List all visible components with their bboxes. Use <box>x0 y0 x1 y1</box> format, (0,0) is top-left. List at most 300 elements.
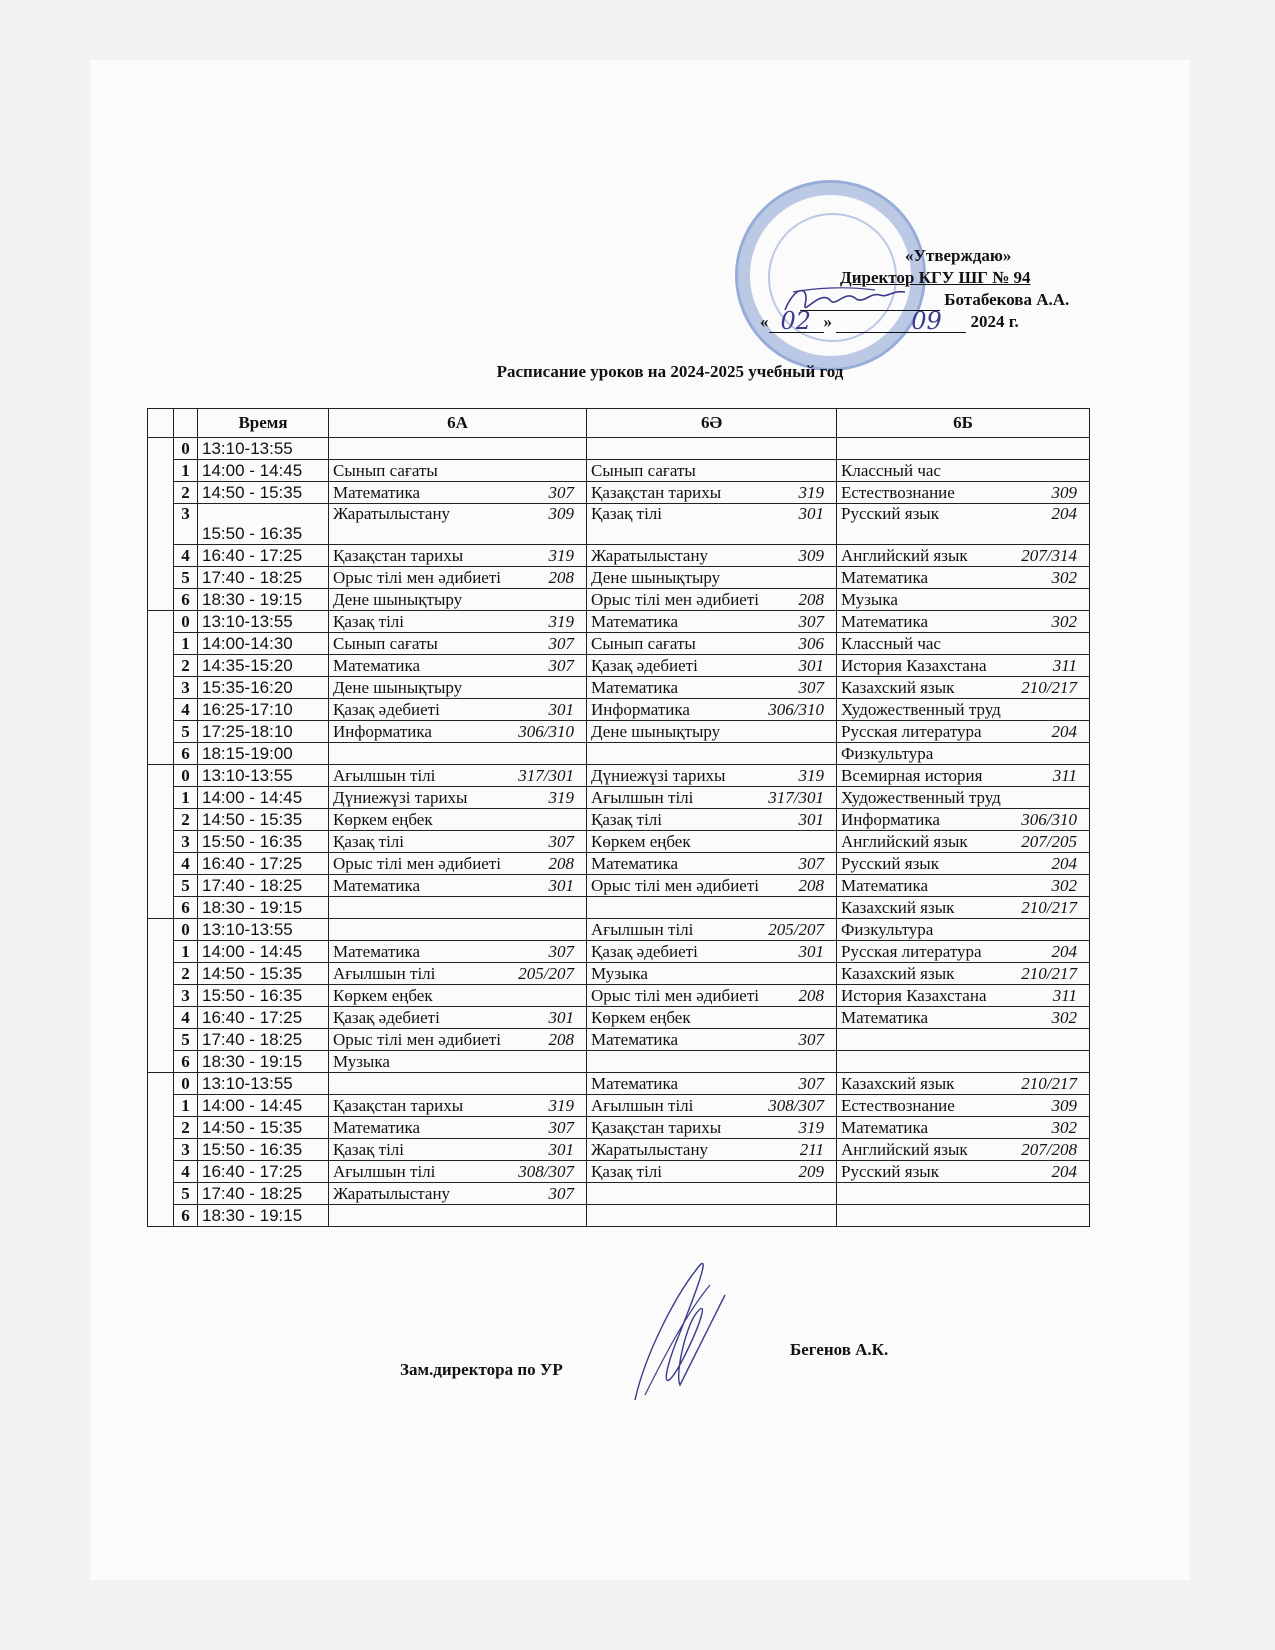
lesson-cell-6ae <box>587 831 837 853</box>
subject-name: Қазақстан тарихы <box>591 1117 722 1137</box>
subject-name: Русский язык <box>841 1161 939 1181</box>
lesson-cell-6ae <box>587 633 837 655</box>
subject-name: Математика <box>333 1117 421 1137</box>
lesson-cell-6a <box>329 941 587 963</box>
room-number: 309 <box>548 504 574 523</box>
room-number: 307 <box>798 1073 824 1093</box>
lesson-cell-6a <box>329 721 587 743</box>
room-number: 207/314 <box>1021 545 1077 565</box>
subject-name: Дене шынықтыру <box>333 677 463 697</box>
lesson-time: 18:30 - 19:15 <box>198 589 329 611</box>
lesson-number: 0 <box>174 438 198 460</box>
lesson-time: 17:40 - 18:25 <box>198 875 329 897</box>
lesson-time: 14:50 - 15:35 <box>198 809 329 831</box>
table-row <box>148 438 1090 460</box>
subject-name: Ағылшын тілі <box>591 1095 694 1115</box>
lesson-time: 15:50 - 16:35 <box>198 985 329 1007</box>
subject-name: Орыс тілі мен әдибиеті <box>591 985 759 1005</box>
table-row <box>148 919 1090 941</box>
day-label-cell <box>148 765 174 919</box>
subject-name: Орыс тілі мен әдибиеті <box>591 875 759 895</box>
lesson-cell-6a <box>329 787 587 809</box>
subject-name: Английский язык <box>841 545 968 565</box>
subject-name: Английский язык <box>841 1139 968 1159</box>
table-row <box>148 743 1090 765</box>
lesson-cell-6a <box>329 963 587 985</box>
lesson-cell-6ae <box>587 1095 837 1117</box>
lesson-time: 17:40 - 18:25 <box>198 1183 329 1205</box>
lesson-cell-6b <box>837 1073 1090 1095</box>
lesson-time: 16:25-17:10 <box>198 699 329 721</box>
lesson-cell-6a <box>329 853 587 875</box>
lesson-cell-6ae <box>587 460 837 482</box>
subject-name: Математика <box>333 941 421 961</box>
table-row <box>148 589 1090 611</box>
date-quote-open: « <box>760 312 769 331</box>
lesson-cell-6a <box>329 919 587 941</box>
room-number: 301 <box>798 655 824 675</box>
date-year: 2024 г. <box>970 312 1019 331</box>
subject-name: Ағылшын тілі <box>591 919 694 939</box>
room-number: 301 <box>548 1139 574 1159</box>
day-label-cell <box>148 611 174 765</box>
subject-name: Орыс тілі мен әдибиеті <box>333 567 501 587</box>
lesson-cell-6a <box>329 831 587 853</box>
lesson-cell-6a <box>329 545 587 567</box>
lesson-cell-6ae <box>587 655 837 677</box>
lesson-time: 18:30 - 19:15 <box>198 897 329 919</box>
room-number: 311 <box>1052 765 1077 785</box>
lesson-cell-6b <box>837 721 1090 743</box>
subject-name: Қазақ әдебиеті <box>591 655 698 675</box>
lesson-cell-6b <box>837 699 1090 721</box>
room-number: 301 <box>798 504 824 523</box>
subject-name: Ағылшын тілі <box>591 787 694 807</box>
subject-name: Дене шынықтыру <box>333 589 463 609</box>
room-number: 208 <box>798 875 824 895</box>
table-row <box>148 1007 1090 1029</box>
table-row <box>148 853 1090 875</box>
room-number: 302 <box>1051 875 1077 895</box>
room-number: 205/207 <box>518 963 574 983</box>
subject-name: Сынып сағаты <box>591 460 696 480</box>
lesson-cell-6a <box>329 677 587 699</box>
lesson-cell-6b <box>837 787 1090 809</box>
subject-name: Классный час <box>841 460 941 480</box>
room-number: 308/307 <box>518 1161 574 1181</box>
subject-name: Всемирная история <box>841 765 983 785</box>
subject-name: Математика <box>333 482 421 502</box>
room-number: 319 <box>548 611 574 631</box>
deputy-name: Бегенов А.К. <box>790 1340 889 1359</box>
subject-name: Көркем еңбек <box>591 1007 691 1027</box>
lesson-time: 18:30 - 19:15 <box>198 1205 329 1227</box>
subject-name: Русская литература <box>841 941 982 961</box>
lesson-time: 13:10-13:55 <box>198 611 329 633</box>
lesson-cell-6ae <box>587 1161 837 1183</box>
subject-name: Математика <box>841 1117 929 1137</box>
subject-name: Қазақ тілі <box>591 1161 663 1181</box>
lesson-cell-6a <box>329 875 587 897</box>
subject-name: Математика <box>841 611 929 631</box>
lesson-number: 0 <box>174 919 198 941</box>
lesson-cell-6a <box>329 897 587 919</box>
lesson-number: 5 <box>174 567 198 589</box>
table-row <box>148 721 1090 743</box>
subject-name: Қазақ әдебиеті <box>333 699 440 719</box>
table-row <box>148 787 1090 809</box>
subject-name: Қазақ тілі <box>333 611 405 631</box>
lesson-cell-6ae <box>587 787 837 809</box>
deputy-role: Зам.директора по УР <box>400 1360 563 1379</box>
table-row <box>148 1205 1090 1227</box>
subject-name: Музыка <box>841 589 898 609</box>
lesson-cell-6b <box>837 1117 1090 1139</box>
subject-name: Математика <box>333 875 421 895</box>
lesson-number: 0 <box>174 1073 198 1095</box>
lesson-cell-6a <box>329 460 587 482</box>
subject-name: Қазақстан тарихы <box>333 1095 464 1115</box>
subject-name: Математика <box>591 611 679 631</box>
lesson-cell-6b <box>837 633 1090 655</box>
subject-name: Қазақ тілі <box>591 809 663 829</box>
lesson-cell-6b <box>837 482 1090 504</box>
room-number: 302 <box>1051 1007 1077 1027</box>
lesson-cell-6a <box>329 1117 587 1139</box>
lesson-cell-6b <box>837 919 1090 941</box>
lesson-time: 13:10-13:55 <box>198 438 329 460</box>
director-position: Директор КГУ ШГ № 94 <box>840 268 1031 287</box>
lesson-cell-6b <box>837 545 1090 567</box>
lesson-number: 6 <box>174 897 198 919</box>
room-number: 319 <box>798 482 824 502</box>
table-row <box>148 1029 1090 1051</box>
lesson-cell-6a <box>329 633 587 655</box>
lesson-cell-6ae <box>587 897 837 919</box>
approve-label: «Утверждаю» <box>905 246 1012 265</box>
subject-name: Қазақ тілі <box>591 504 663 523</box>
table-row <box>148 1183 1090 1205</box>
lesson-number: 2 <box>174 809 198 831</box>
lesson-time: 15:35-16:20 <box>198 677 329 699</box>
lesson-cell-6a <box>329 699 587 721</box>
room-number: 210/217 <box>1021 897 1077 917</box>
lesson-cell-6b <box>837 567 1090 589</box>
room-number: 208 <box>548 853 574 873</box>
room-number: 307 <box>548 633 574 653</box>
lesson-time: 13:10-13:55 <box>198 765 329 787</box>
room-number: 204 <box>1051 941 1077 961</box>
lesson-number: 5 <box>174 1029 198 1051</box>
room-number: 207/205 <box>1021 831 1077 851</box>
subject-name: Жаратылыстану <box>591 1139 709 1159</box>
subject-name: Сынып сағаты <box>333 460 438 480</box>
table-row <box>148 1051 1090 1073</box>
subject-name: Математика <box>841 875 929 895</box>
lesson-cell-6a <box>329 1139 587 1161</box>
subject-name: Жаратылыстану <box>591 545 709 565</box>
lesson-cell-6ae <box>587 1183 837 1205</box>
subject-name: Дене шынықтыру <box>591 567 721 587</box>
lesson-cell-6b <box>837 809 1090 831</box>
room-number: 307 <box>548 1183 574 1203</box>
subject-name: Көркем еңбек <box>591 831 691 851</box>
lesson-cell-6a <box>329 1029 587 1051</box>
lesson-cell-6ae <box>587 963 837 985</box>
date-month: 09 <box>911 307 942 335</box>
lesson-number: 6 <box>174 743 198 765</box>
lesson-cell-6b <box>837 1205 1090 1227</box>
lesson-time: 14:00 - 14:45 <box>198 1095 329 1117</box>
lesson-cell-6a <box>329 1205 587 1227</box>
room-number: 307 <box>548 831 574 851</box>
table-row <box>148 1117 1090 1139</box>
subject-name: Жаратылыстану <box>333 504 451 523</box>
subject-name: Қазақ әдебиеті <box>591 941 698 961</box>
lesson-time: 14:50 - 15:35 <box>198 482 329 504</box>
lesson-cell-6ae <box>587 545 837 567</box>
lesson-cell-6b <box>837 655 1090 677</box>
room-number: 311 <box>1052 655 1077 675</box>
lesson-cell-6ae <box>587 699 837 721</box>
lesson-cell-6a <box>329 1161 587 1183</box>
lesson-cell-6b <box>837 985 1090 1007</box>
director-name: Ботабекова А.А. <box>944 290 1070 309</box>
room-number: 205/207 <box>768 919 824 939</box>
lesson-cell-6ae <box>587 438 837 460</box>
subject-name: Информатика <box>333 721 432 741</box>
subject-name: Русский язык <box>841 504 939 523</box>
lesson-cell-6a <box>329 611 587 633</box>
lesson-number: 3 <box>174 504 198 545</box>
subject-name: Математика <box>591 853 679 873</box>
table-row <box>148 875 1090 897</box>
lesson-cell-6a <box>329 1095 587 1117</box>
table-row <box>148 504 1090 545</box>
lesson-cell-6ae <box>587 589 837 611</box>
lesson-cell-6ae <box>587 875 837 897</box>
lesson-time: 15:50 - 16:35 <box>198 1139 329 1161</box>
subject-name: История Казахстана <box>841 655 987 675</box>
subject-name: Русский язык <box>841 853 939 873</box>
lesson-cell-6a <box>329 482 587 504</box>
lesson-number: 1 <box>174 787 198 809</box>
lesson-number: 5 <box>174 875 198 897</box>
room-number: 204 <box>1051 504 1077 523</box>
lesson-number: 5 <box>174 1183 198 1205</box>
lesson-number: 2 <box>174 963 198 985</box>
room-number: 307 <box>548 655 574 675</box>
lesson-cell-6ae <box>587 1007 837 1029</box>
lesson-time: 14:00 - 14:45 <box>198 460 329 482</box>
lesson-cell-6b <box>837 677 1090 699</box>
table-row <box>148 963 1090 985</box>
room-number: 208 <box>548 567 574 587</box>
lesson-number: 0 <box>174 611 198 633</box>
room-number: 210/217 <box>1021 1073 1077 1093</box>
header-time: Время <box>198 409 329 438</box>
lesson-cell-6ae <box>587 567 837 589</box>
lesson-cell-6ae <box>587 1117 837 1139</box>
room-number: 307 <box>548 482 574 502</box>
room-number: 306 <box>798 633 824 653</box>
room-number: 209 <box>798 1161 824 1181</box>
lesson-time: 16:40 - 17:25 <box>198 1007 329 1029</box>
director-signature <box>775 280 925 325</box>
subject-name: Сынып сағаты <box>333 633 438 653</box>
lesson-number: 4 <box>174 545 198 567</box>
table-row <box>148 941 1090 963</box>
subject-name: Естествознание <box>841 1095 955 1115</box>
subject-name: Казахский язык <box>841 1073 955 1093</box>
lesson-time: 14:35-15:20 <box>198 655 329 677</box>
subject-name: Математика <box>591 677 679 697</box>
room-number: 210/217 <box>1021 677 1077 697</box>
subject-name: Казахский язык <box>841 897 955 917</box>
lesson-cell-6b <box>837 1095 1090 1117</box>
subject-name: Сынып сағаты <box>591 633 696 653</box>
subject-name: Естествознание <box>841 482 955 502</box>
subject-name: Көркем еңбек <box>333 985 433 1005</box>
lesson-number: 5 <box>174 721 198 743</box>
lesson-cell-6a <box>329 1073 587 1095</box>
table-row <box>148 545 1090 567</box>
lesson-cell-6a <box>329 1007 587 1029</box>
lesson-cell-6ae <box>587 919 837 941</box>
lesson-number: 0 <box>174 765 198 787</box>
room-number: 307 <box>548 941 574 961</box>
subject-name: Математика <box>841 1007 929 1027</box>
lesson-time: 14:00 - 14:45 <box>198 787 329 809</box>
lesson-cell-6a <box>329 985 587 1007</box>
subject-name: История Казахстана <box>841 985 987 1005</box>
subject-name: Орыс тілі мен әдибиеті <box>591 589 759 609</box>
lesson-number: 1 <box>174 633 198 655</box>
lesson-cell-6b <box>837 1161 1090 1183</box>
table-row <box>148 809 1090 831</box>
subject-name: Көркем еңбек <box>333 809 433 829</box>
room-number: 307 <box>798 611 824 631</box>
day-label-cell <box>148 919 174 1073</box>
lesson-time: 15:50 - 16:35 <box>198 504 329 545</box>
subject-name: Физкультура <box>841 919 934 939</box>
lesson-cell-6ae <box>587 1205 837 1227</box>
subject-name: Физкультура <box>841 743 934 763</box>
room-number: 319 <box>548 1095 574 1115</box>
subject-name: Художественный труд <box>841 787 1001 807</box>
room-number: 301 <box>798 809 824 829</box>
lesson-time: 14:50 - 15:35 <box>198 963 329 985</box>
lesson-cell-6a <box>329 589 587 611</box>
room-number: 319 <box>798 1117 824 1137</box>
table-row <box>148 831 1090 853</box>
lesson-time: 18:30 - 19:15 <box>198 1051 329 1073</box>
subject-name: Ағылшын тілі <box>333 765 436 785</box>
lesson-cell-6ae <box>587 809 837 831</box>
header-day <box>148 409 174 438</box>
lesson-time: 16:40 - 17:25 <box>198 545 329 567</box>
lesson-cell-6b <box>837 765 1090 787</box>
lesson-cell-6b <box>837 853 1090 875</box>
date-quote-close: » <box>823 312 832 331</box>
lesson-number: 3 <box>174 831 198 853</box>
lesson-cell-6b <box>837 460 1090 482</box>
table-row <box>148 611 1090 633</box>
room-number: 301 <box>548 1007 574 1027</box>
room-number: 208 <box>798 985 824 1005</box>
lesson-cell-6b <box>837 1007 1090 1029</box>
lesson-number: 6 <box>174 1205 198 1227</box>
lesson-number: 1 <box>174 460 198 482</box>
subject-name: Русская литература <box>841 721 982 741</box>
header-class-6ae: 6Ә <box>587 409 837 438</box>
room-number: 319 <box>548 545 574 565</box>
lesson-cell-6b <box>837 438 1090 460</box>
room-number: 308/307 <box>768 1095 824 1115</box>
lesson-cell-6a <box>329 438 587 460</box>
lesson-number: 3 <box>174 985 198 1007</box>
table-row <box>148 567 1090 589</box>
lesson-cell-6a <box>329 765 587 787</box>
header-class-6a: 6А <box>329 409 587 438</box>
subject-name: Математика <box>333 655 421 675</box>
lesson-cell-6ae <box>587 765 837 787</box>
lesson-cell-6a <box>329 504 587 545</box>
lesson-number: 1 <box>174 1095 198 1117</box>
subject-name: Қазақстан тарихы <box>591 482 722 502</box>
lesson-time: 15:50 - 16:35 <box>198 831 329 853</box>
room-number: 301 <box>548 875 574 895</box>
subject-name: Музыка <box>333 1051 390 1071</box>
table-row <box>148 677 1090 699</box>
lesson-number: 3 <box>174 1139 198 1161</box>
room-number: 309 <box>1051 1095 1077 1115</box>
lesson-number: 4 <box>174 1007 198 1029</box>
lesson-number: 4 <box>174 853 198 875</box>
lesson-time: 16:40 - 17:25 <box>198 853 329 875</box>
lesson-cell-6a <box>329 1051 587 1073</box>
lesson-time: 14:50 - 15:35 <box>198 1117 329 1139</box>
subject-name: Английский язык <box>841 831 968 851</box>
room-number: 208 <box>548 1029 574 1049</box>
table-row <box>148 1139 1090 1161</box>
subject-name: Дүниежүзі тарихы <box>591 765 726 785</box>
table-row <box>148 482 1090 504</box>
table-row <box>148 897 1090 919</box>
room-number: 319 <box>548 787 574 807</box>
lesson-cell-6a <box>329 655 587 677</box>
room-number: 307 <box>798 677 824 697</box>
table-row <box>148 1095 1090 1117</box>
lesson-time: 14:00-14:30 <box>198 633 329 655</box>
lesson-cell-6b <box>837 963 1090 985</box>
room-number: 301 <box>798 941 824 961</box>
lesson-cell-6b <box>837 1029 1090 1051</box>
room-number: 204 <box>1051 721 1077 741</box>
table-header-row <box>148 409 1090 438</box>
room-number: 302 <box>1051 611 1077 631</box>
lesson-time: 18:15-19:00 <box>198 743 329 765</box>
lesson-time: 13:10-13:55 <box>198 1073 329 1095</box>
subject-name: Орыс тілі мен әдибиеті <box>333 1029 501 1049</box>
lesson-cell-6b <box>837 875 1090 897</box>
room-number: 302 <box>1051 567 1077 587</box>
subject-name: Ағылшын тілі <box>333 1161 436 1181</box>
lesson-time: 13:10-13:55 <box>198 919 329 941</box>
lesson-cell-6ae <box>587 853 837 875</box>
subject-name: Математика <box>591 1073 679 1093</box>
document-title: Расписание уроков на 2024-2025 учебный год <box>496 362 844 381</box>
